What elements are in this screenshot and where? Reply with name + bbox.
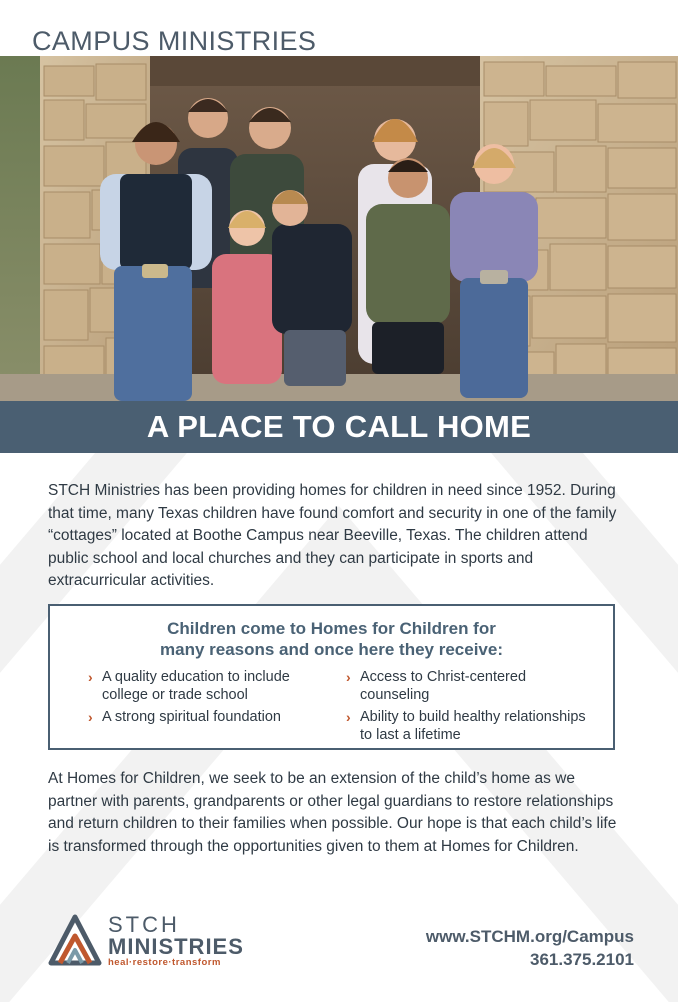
outro-paragraph: At Homes for Children, we seek to be an extension of the child’s home as we partner with parents, grandparents or other legal guardians to restore relationships and return children to their families when possible. Our hope is that each child’s life is transformed through the opportunities given to them at Homes for Children. <box>48 770 617 855</box>
list-item <box>88 668 332 704</box>
chevron-right-icon: › <box>346 669 351 685</box>
list-item <box>346 668 590 704</box>
chevron-right-icon: › <box>88 709 93 725</box>
phone-number: 361.375.2101 <box>530 950 634 969</box>
group-photo-icon <box>0 56 678 401</box>
contact-block <box>426 925 634 971</box>
list-item <box>346 708 590 744</box>
reasons-heading <box>50 618 613 660</box>
intro-paragraph: STCH Ministries has been providing homes for children in need since 1952. During that time, many Texas children have found comfort and security in one of the family “cottages” located at Boothe Campus near Beeville, Texas. The children attend public school and local churches and they can participate in sports and extracurricular activities. <box>48 482 617 589</box>
logo-tagline: heal·restore·transform <box>108 957 221 968</box>
chevron-right-icon: › <box>346 709 351 725</box>
chevron-right-icon: › <box>88 669 93 685</box>
hero-photo <box>0 56 678 401</box>
logo-line1: STCH <box>108 912 180 937</box>
section-title: CAMPUS MINISTRIES <box>32 26 317 56</box>
list-item-label: A quality education to include college or trade school <box>102 669 290 703</box>
list-item-label: Ability to build healthy relationships to last a lifetime <box>360 709 586 743</box>
reasons-heading-line2: many reasons and once here they receive: <box>160 640 503 659</box>
triangle-logo-icon <box>48 914 102 966</box>
stch-logo <box>48 912 268 970</box>
website-link[interactable]: www.STCHM.org/Campus <box>425 927 634 946</box>
list-item-label: A strong spiritual foundation <box>102 709 281 725</box>
list-item <box>88 708 332 726</box>
hero-banner <box>0 401 678 453</box>
banner-title: A PLACE TO CALL HOME <box>146 409 532 444</box>
reasons-box <box>48 604 615 750</box>
reasons-heading-line1: Children come to Homes for Children for <box>167 619 496 638</box>
list-item-label: Access to Christ-centered counseling <box>360 669 527 703</box>
logo-line2: MINISTRIES <box>108 934 244 959</box>
